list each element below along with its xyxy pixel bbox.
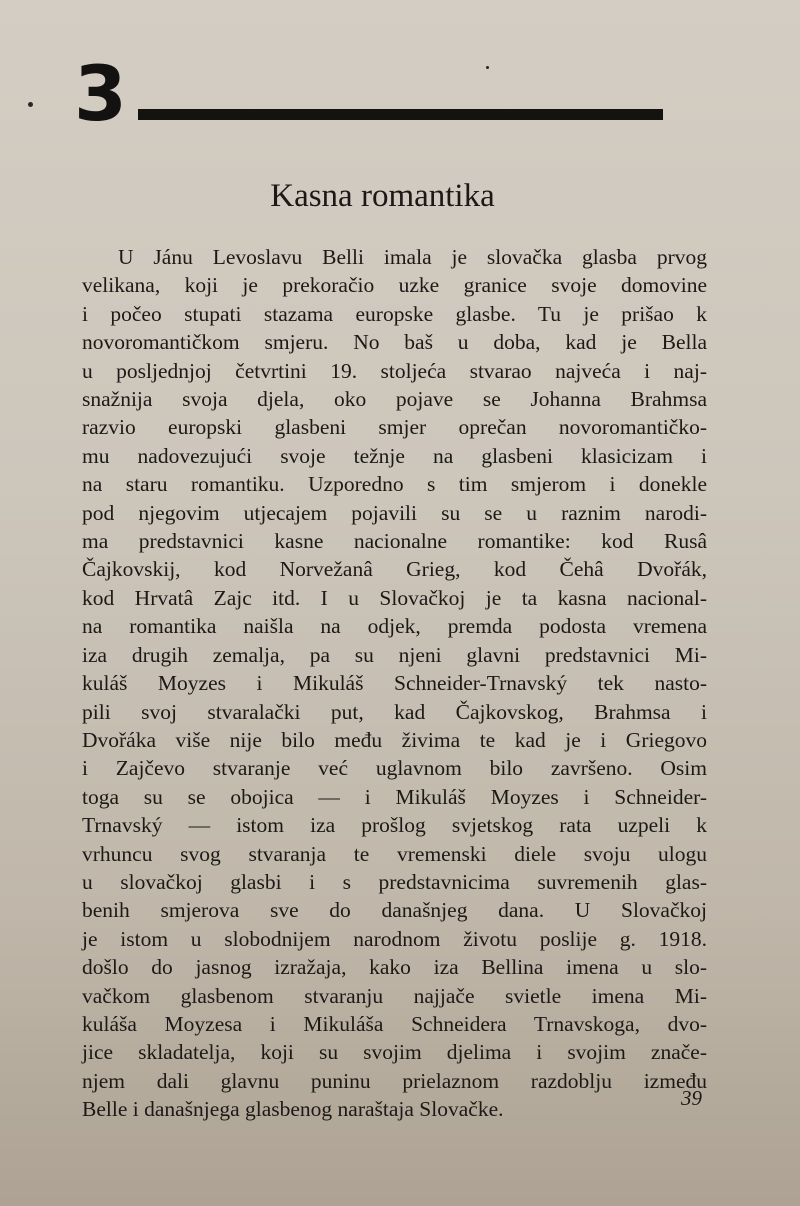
text-line: ma predstavnici kasne nacionalne romantike: kod Rusâ — [82, 529, 707, 554]
text-line: i počeo stupati stazama europske glasbe. Tu je prišao k — [82, 301, 707, 326]
text-line: velikana, koji je prekoračio uzke granice svoje domovine — [82, 273, 707, 298]
text-line: u posljednjoj četvrtini 19. stoljeća stvarao najveća i naj- — [82, 358, 707, 383]
text-line: na romantika naišla na odjek, premda podosta vremena — [82, 614, 707, 639]
text-line: vrhuncu svog stvaranja te vremenski diele svoju ulogu — [82, 841, 707, 866]
text-line: njem dali glavnu puninu prielaznom razdoblju između — [82, 1068, 707, 1093]
text-line: jice skladatelja, koji su svojim djelima i svojim znače- — [82, 1040, 707, 1065]
body-paragraph — [82, 243, 707, 1124]
page-number: 39 — [681, 1086, 702, 1110]
text-line: Belle i današnjega glasbenog naraštaja Slovačke. — [82, 1097, 504, 1122]
text-line: pili svoj stvaralački put, kad Čajkovskog, Brahmsa i — [82, 699, 707, 724]
text-line: toga su se obojica — i Mikuláš Moyzes i Schneider- — [82, 784, 707, 809]
text-line: novoromantičkom smjeru. No baš u doba, kad je Bella — [82, 330, 707, 355]
text-line: iza drugih zemalja, pa su njeni glavni predstavnici Mi- — [82, 642, 707, 667]
text-line: kuláša Moyzesa i Mikuláša Schneidera Trnavskoga, dvo- — [82, 1011, 707, 1036]
text-line: pod njegovim utjecajem pojavili su se u raznim narodi- — [82, 500, 707, 525]
print-speck — [28, 102, 33, 107]
chapter-rule — [138, 109, 663, 120]
text-line: U Jánu Levoslavu Belli imala je slovačka glasba prvog — [118, 245, 707, 269]
text-line: došlo do jasnog izražaja, kako iza Bellina imena u slo- — [82, 955, 707, 980]
text-line: snažnija svoja djela, oko pojave se Johanna Brahmsa — [82, 387, 707, 412]
text-line: Čajkovskij, kod Norvežanâ Grieg, kod Čehâ Dvořák, — [82, 557, 707, 582]
chapter-title: Kasna romantika — [270, 178, 495, 214]
text-line: benih smjerova sve do današnjeg dana. U Slovačkoj — [82, 898, 707, 923]
text-line: mu nadovezujući svoje težnje na glasbeni klasicizam i — [82, 443, 707, 468]
text-line: je istom u slobodnijem narodnom životu poslije g. 1918. — [82, 926, 707, 951]
print-speck — [486, 66, 489, 69]
text-line: vačkom glasbenom stvaranju najjače svietle imena Mi- — [82, 983, 707, 1008]
text-line: i Zajčevo stvaranje već uglavnom bilo završeno. Osim — [82, 756, 707, 781]
text-line: u slovačkoj glasbi i s predstavnicima suvremenih glas- — [82, 869, 707, 894]
text-line: Dvořáka više nije bilo među živima te kad je i Griegovo — [82, 727, 707, 752]
text-line: razvio europski glasbeni smjer oprečan novoromantičko- — [82, 415, 707, 440]
text-line: kod Hrvatâ Zajc itd. I u Slovačkoj je ta kasna nacional- — [82, 585, 707, 610]
text-line: Trnavský — istom iza prošlog svjetskog rata uzpeli k — [82, 813, 707, 838]
chapter-number: 3 — [74, 49, 127, 138]
text-line: na staru romantiku. Uzporedno s tim smjerom i donekle — [82, 472, 707, 497]
text-line: kuláš Moyzes i Mikuláš Schneider-Trnavský tek nasto- — [82, 671, 707, 696]
